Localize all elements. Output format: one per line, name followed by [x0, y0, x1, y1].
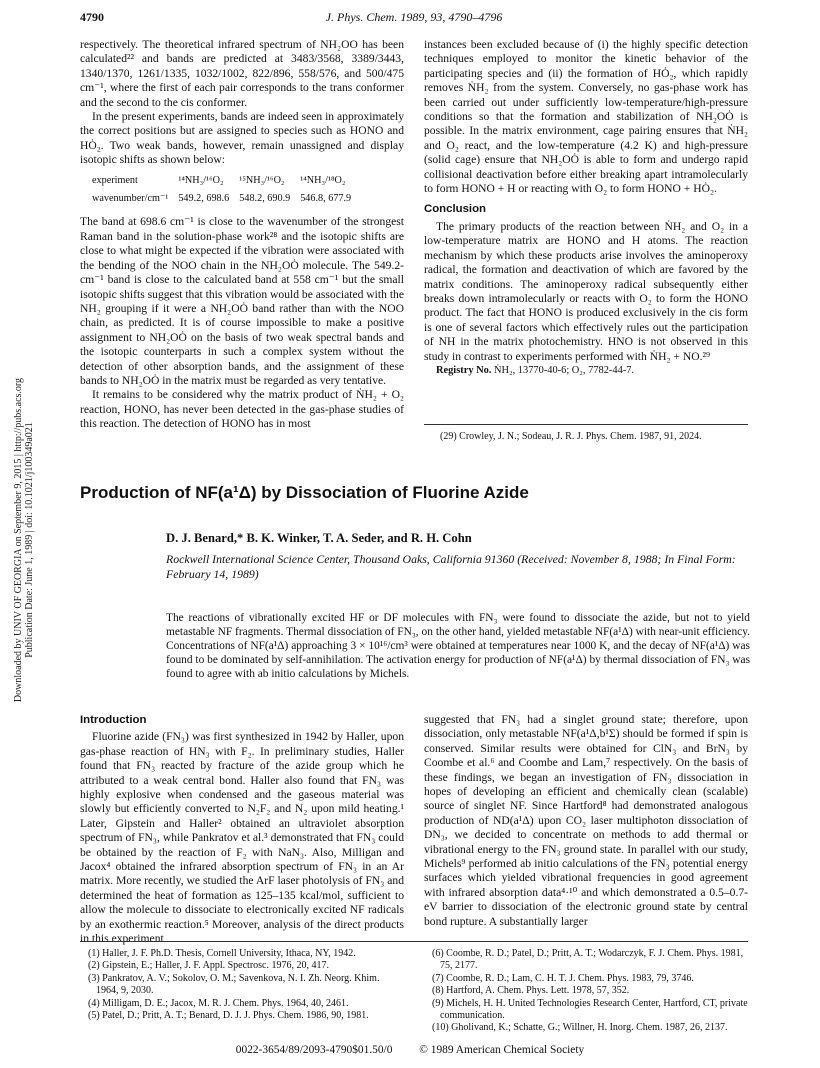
footnote: (8) Hartford, A. Chem. Phys. Lett. 1978, 57, 352. [432, 985, 630, 997]
download-stamp-line2: Publication Date: June 1, 1989 | doi: 10.1021/j100349a021 [24, 422, 35, 658]
paragraph: The band at 698.6 cm⁻¹ is close to the wavenumber of the strongest Raman band in the solution-phase work²⁸ and the isotopic shifts are close to what might be expected if the vibration were associated with the bending of the NOO chain in the NH₂OȮ molecule. The 549.2-cm⁻¹ band is close to the calculated band at 558 cm⁻¹ but the small isotopic shifts suggest that this vibration would be associated with the NH₂ grouping if it were a NH₂OȮ band rather than with the NOO chain, as predicted. It is of course impossible to make a positive assignment to NH₂OȮ on the basis of two weak spectral bands and the isotopic counterparts in such a complex system without the detection of other absorption bands, and the assignment of these bands to NH₂OȮ in the matrix must be regarded as very tentative. [80, 215, 404, 387]
introduction-right-column [424, 713, 748, 929]
download-stamp-line1: Downloaded by UNIV OF GEORGIA on September 9, 2015 | http://pubs.acs.org [13, 377, 24, 703]
table-cell: experiment [92, 174, 138, 186]
table-row [92, 191, 361, 209]
paragraph: respectively. The theoretical infrared spectrum of NH₂OO has been calculated²² and bands are predicted at 3483/3568, 3389/3443, 1340/1370, 1261/1335, 1032/1002, 822/896, 558/576, and 500/475 cm⁻¹, where the first of each pair corresponds to the trans conformer and the second to the cis conformer. [80, 38, 404, 109]
footnote: (9) Michels, H. H. United Technologies Research Center, Hartford, CT, private communication. [432, 997, 748, 1022]
table-cell: wavenumber/cm⁻¹ [92, 193, 169, 205]
previous-article-right-column [424, 38, 748, 378]
footnote: (4) Milligam, D. E.; Jacox, M. R. J. Chem. Phys. 1964, 40, 2461. [88, 997, 349, 1009]
article-abstract: The reactions of vibrationally excited HF or DF molecules with FN₃ were found to dissociate the azide, but not to yield metastable NF fragments. Thermal dissociation of FN₃, on the other hand, yielded metastable NF(a¹Δ) with near-unit efficiency. Concentrations of NF(a¹Δ) approaching 3 × 10¹⁶/cm³ were obtained at temperatures near 1000 K, and the decay of NF(a¹Δ) was found to be dominated by self-annihilation. The activation energy for production of NF(a¹Δ) by thermal dissociation of FN₃ was found to agree with ab initio calculations by Michels. [166, 612, 751, 680]
footnote: (7) Coombe, R. D.; Lam, C. H. T. J. Chem. Phys. 1983, 79, 3746. [432, 972, 694, 984]
isotope-shift-table [92, 173, 361, 210]
article-code: 0022-3654/89/2093-4790$01.50/0 [235, 1044, 393, 1056]
introduction-left-column [80, 713, 404, 947]
paragraph: suggested that FN₃ had a singlet ground state; therefore, upon dissociation, only metastable NF(a¹Δ,b¹Σ) should be formed if spin is conserved. Similar results were obtained for ClN₃ and BrN₃ by Coombe et al.⁶ and Coombe and Lam,⁷ respectively. On the basis of these findings, we began an investigation of FN₃ dissociation in hopes of developing an efficient and chemically clean (scalable) source of singlet NF. Since Hartford⁸ had demonstrated analogous production of ND(a¹Δ) upon CO₂ laser multiphoton dissociation of DN₃, we decided to concentrate on methods to add thermal or vibrational energy to the FN₃ ground state. In parallel with our study, Michels⁹ performed ab initio calculations of the FN₃ potential energy surfaces which yielded vibrational frequencies in good agreement with infrared absorption data⁴·¹⁰ and which demonstrated a 0.5–0.7-eV barrier to dissociation of the electronic ground state by central bond rupture. A substantially larger [424, 713, 748, 928]
table-cell: ¹⁵NH₃/¹⁶O₂ [239, 174, 285, 186]
table-cell: 548.2, 690.9 [239, 193, 291, 205]
paragraph: Fluorine azide (FN₃) was first synthesized in 1942 by Haller, upon gas-phase reaction of HN₃ with F₂. In preliminary studies, Haller found that FN₃ reacted by fracture of the azide group which he attributed to a weak central bond. Haller also found that FN₃ was highly explosive when condensed and the gaseous material was slowly but efficiently converted to N₂F₂ and N₂ upon mild heating.¹ Later, Gipstein and Haller² obtained an ultraviolet absorption spectrum of FN₃, while Pankratov et al.³ demonstrated that FN₃ could be obtained by the reaction of F₂ with NaN₃. Also, Milligan and Jacox⁴ obtained the infrared absorption spectrum of FN₃ in an Ar matrix. More recently, we studied the ArF laser photolysis of FN₃ and determined the heat of formation as 125–135 kcal/mol, sufficient to allow the molecule to dissociate to electronically excited NF radicals by an exothermic reaction.⁵ Moreover, analysis of the direct products in this experiment [80, 730, 404, 946]
registry-numbers [424, 364, 748, 378]
article-authors: D. J. Benard,* B. K. Winker, T. A. Seder, and R. H. Cohn [166, 531, 472, 545]
download-stamp [13, 325, 35, 755]
article-title: Production of NF(a¹Δ) by Dissociation of Fluorine Azide [80, 483, 529, 502]
paragraph: It remains to be considered why the matrix product of ṄH₂ + O₂ reaction, HONO, has never been detected in the gas-phase studies of this reaction. The detection of HONO has in most [80, 388, 404, 431]
previous-article-left-column [80, 38, 404, 432]
registry-label: Registry No. [436, 364, 492, 376]
paragraph: instances been excluded because of (i) the highly specific detection techniques employed to monitor the kinetic behavior of the participating species and (ii) the formation of HȮ₂, which rapidly removes ṄH₂ from the system. Conversely, no gas-phase work has been carried out under sufficiently low-temperature/high-pressure conditions so that the formation and stabilization of NH₂OȮ is possible. In the matrix environment, cage pairing ensures that ṄH₂ and O₂ react, and the low-temperature (4.2 K) and high-pressure (solid cage) ensure that NH₂OȮ is able to form and undergo rapid collisional deactivation before either breaking apart intramolecularly to form HONO + H or reacting with O₂ to form HONO + HȮ₂. [424, 38, 748, 196]
footnotes-left [88, 948, 404, 1022]
copyright: © 1989 American Chemical Society [419, 1044, 585, 1056]
page-footer [0, 1044, 820, 1056]
page-header [80, 10, 748, 28]
table-cell: ¹⁴NH₃/¹⁸O₂ [300, 174, 346, 186]
footnote: (2) Gipstein, E.; Haller, J. F. Appl. Spectrosc. 1976, 20, 417. [88, 960, 329, 972]
table-cell: 546.8, 677.9 [300, 193, 352, 205]
journal-citation: J. Phys. Chem. 1989, 93, 4790–4796 [325, 10, 503, 24]
footnote: (3) Pankratov, A. V.; Sokolov, O. M.; Savenkova, N. I. Zh. Neorg. Khim. 1964, 9, 2030. [88, 972, 380, 997]
page-number: 4790 [80, 10, 104, 24]
article-affiliation: Rockwell International Science Center, Thousand Oaks, California 91360 (Received: November 8, 1988; In Final Form: February 14, 1989) [166, 552, 736, 581]
paragraph: In the present experiments, bands are indeed seen in approximately the correct positions but are assigned to species such as HONO and HȮ₂. Two weak bands, however, remain unassigned and display isotopic shifts as shown below: [80, 110, 404, 167]
footnotes-right [432, 948, 748, 1035]
introduction-heading: Introduction [80, 714, 147, 726]
footnotes-divider [80, 941, 748, 942]
footnote: (6) Coombe, R. D.; Patel, D.; Pritt, A. T.; Wodarczyk, F. J. Chem. Phys. 1981, 75, 2177. [432, 948, 744, 972]
footnote-divider [424, 424, 748, 425]
table-cell: ¹⁴NH₃/¹⁶O₂ [178, 174, 224, 186]
footnote: (5) Patel, D.; Pritt, A. T.; Benard, D. J. J. Phys. Chem. 1986, 90, 1981. [88, 1010, 369, 1022]
conclusion-heading: Conclusion [424, 203, 487, 216]
footnote: (1) Haller, J. F. Ph.D. Thesis, Cornell University, Ithaca, NY, 1942. [88, 948, 356, 959]
table-cell: 549.2, 698.6 [178, 193, 230, 205]
registry-text: ṄH₂, 13770-40-6; O₂, 7782-44-7. [494, 364, 635, 376]
footnote: (10) Gholivand, K.; Schatte, G.; Willner, H. Inorg. Chem. 1987, 26, 2137. [432, 1022, 728, 1034]
footnote-29: (29) Crowley, J. N.; Sodeau, J. R. J. Phys. Chem. 1987, 91, 2024. [440, 431, 702, 442]
table-row [92, 173, 361, 191]
paragraph: The primary products of the reaction between ṄH₂ and O₂ in a low-temperature matrix are HONO and H atoms. The reaction mechanism by which these products arise involves the aminoperoxy radical, the formation and deactivation of which are favored by the matrix conditions. The aminoperoxy radical subsequently either breaks down intramolecularly or reacts with O₂ to form the HONO product. The fact that HONO is produced exclusively in the cis form is one of several factors which effectively rules out the participation of NH in the matrix photochemistry. HNO is not observed in this study in contrast to experiments performed with ṄH₂ + NO.²⁹ [424, 219, 748, 363]
